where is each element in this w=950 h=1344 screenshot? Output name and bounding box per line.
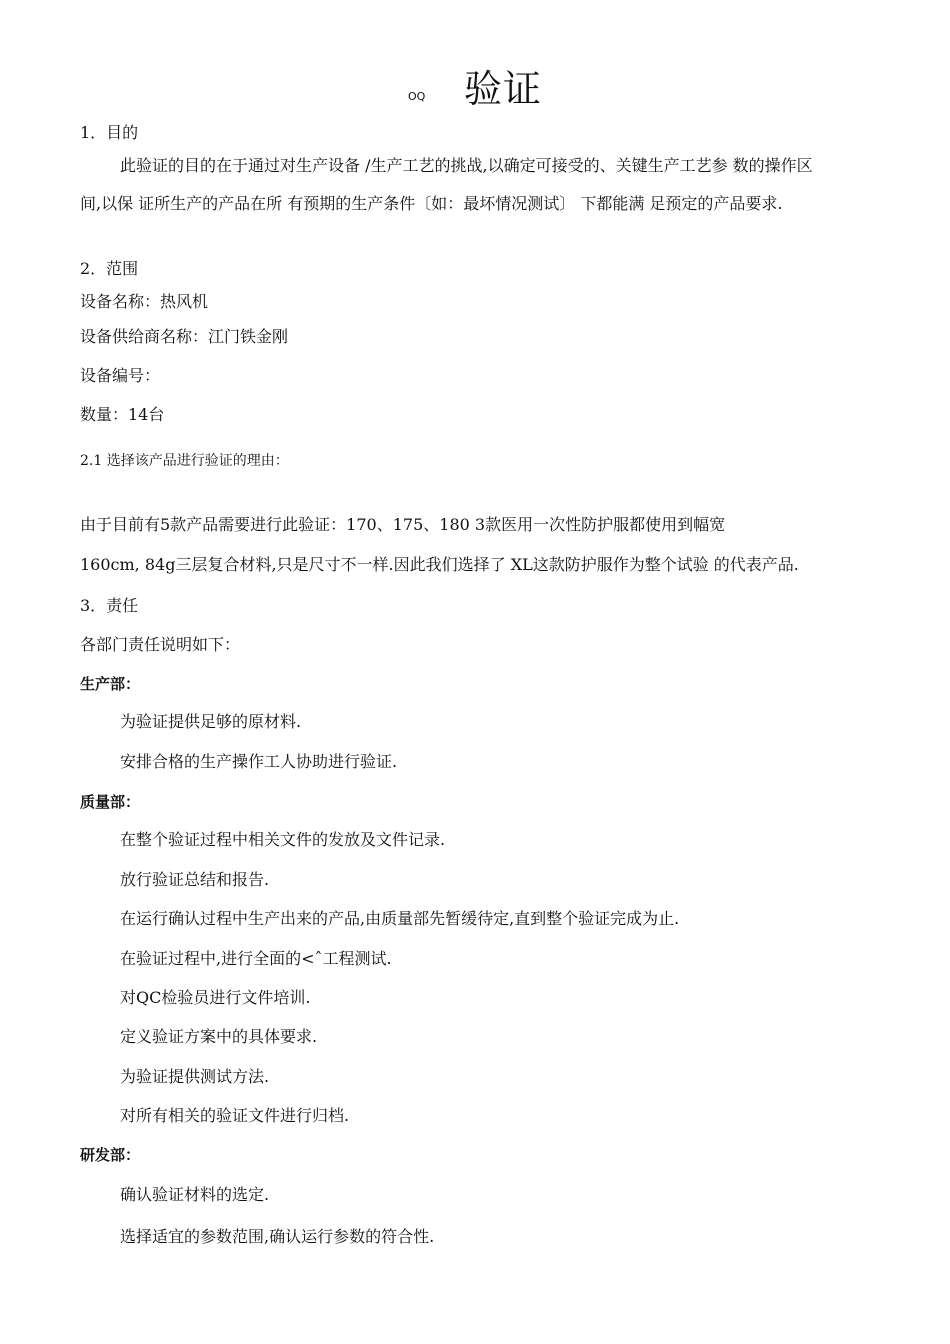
reason-text-line-2: 160cm, 84g三层复合材料,只是尺寸不一样.因此我们选择了 XL这款防护服作为整个试验 的代表产品. — [80, 555, 799, 574]
list-item: 放行验证总结和报告. — [120, 870, 270, 889]
title-prefix: OQ — [408, 90, 426, 103]
list-item: 在运行确认过程中生产出来的产品,由质量部先暂缓待定,直到整个验证完成为止. — [120, 909, 680, 928]
equipment-name: 设备名称：热风机 — [80, 292, 209, 311]
list-item: 在验证过程中,进行全面的<ˆ工程测试. — [120, 949, 392, 968]
department-title-quality: 质量部： — [80, 793, 141, 811]
department-title-production: 生产部： — [80, 675, 141, 693]
list-item: 在整个验证过程中相关文件的发放及文件记录. — [120, 830, 446, 849]
list-item: 定义验证方案中的具体要求. — [120, 1027, 318, 1046]
list-item: 确认验证材料的选定. — [120, 1185, 270, 1204]
purpose-text-line-2: 间,以保 证所生产的产品在所 有预期的生产条件〔如：最坏情况测试〕 下都能满 足预定的产品要求. — [80, 194, 783, 213]
responsibility-intro: 各部门责任说明如下： — [80, 635, 241, 654]
subsection-heading-2-1: 2.1 选择该产品进行验证的理由： — [80, 453, 289, 469]
list-item: 对所有相关的验证文件进行归档. — [120, 1106, 350, 1125]
department-title-rnd: 研发部： — [80, 1146, 141, 1164]
section-heading-scope: 2．范围 — [80, 259, 139, 278]
list-item: 对QC检验员进行文件培训. — [120, 988, 311, 1007]
equipment-supplier: 设备供给商名称：江门铁金刚 — [80, 327, 289, 346]
equipment-number: 设备编号： — [80, 366, 161, 385]
section-heading-purpose: 1．目的 — [80, 123, 139, 142]
purpose-text-line-1: 此验证的目的在于通过对生产设备 /生产工艺的挑战,以确定可接受的、关键生产工艺参 数的操作区 — [120, 156, 813, 175]
section-heading-responsibility: 3．责任 — [80, 596, 139, 615]
page-title: 验证 — [464, 67, 543, 111]
list-item: 安排合格的生产操作工人协助进行验证. — [120, 752, 398, 771]
reason-text-line-1: 由于目前有5款产品需要进行此验证：170、175、180 3款医用一次性防护服都使用到幅宽 — [80, 515, 726, 534]
list-item: 为验证提供测试方法. — [120, 1067, 270, 1086]
equipment-quantity: 数量：14台 — [80, 405, 165, 424]
list-item: 选择适宜的参数范围,确认运行参数的符合性. — [120, 1227, 435, 1246]
list-item: 为验证提供足够的原材料. — [120, 712, 302, 731]
